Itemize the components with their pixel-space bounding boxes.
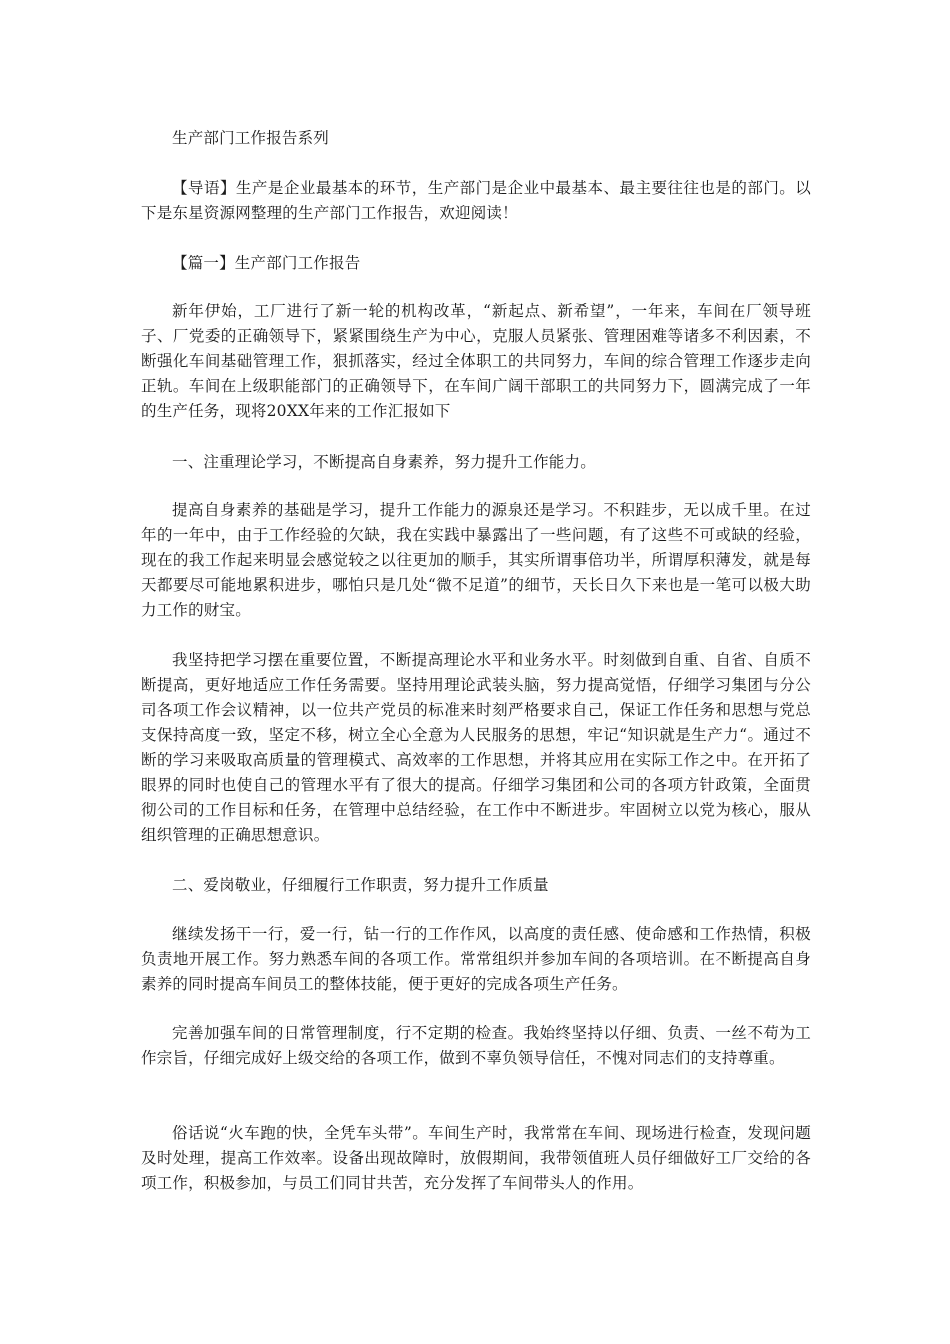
- body-paragraph: 继续发扬干一行，爱一行，钻一行的工作作风，以高度的责任感、使命感和工作热情，积极负责地开展工作。努力熟悉车间的各项工作。常常组织并参加车间的各项培训。在不断提高自身素养的同时提高车间员工的整体技能，便于更好的完成各项生产任务。: [141, 925, 811, 993]
- body-paragraph: 我坚持把学习摆在重要位置，不断提高理论水平和业务水平。时刻做到自重、自省、自质不断提高，更好地适应工作任务需要。坚持用理论武装头脑，努力提高觉悟，仔细学习集团与分公司各项工作会议精神，以一位共产党员的标准来时刻严格要求自己，保证工作任务和思想与党总支保持高度一致，坚定不移，树立全心全意为人民服务的思想，牢记“知识就是生产力“。通过不断的学习来吸取高质量的管理模式、高效率的工作思想，并将其应用在实际工作之中。在开拓了眼界的同时也使自己的管理水平有了很大的提高。仔细学习集团和公司的各项方针政策，全面贯彻公司的工作目标和任务，在管理中总结经验，在工作中不断进步。牢固树立以党为核心，服从组织管理的正确思想意识。: [141, 651, 811, 844]
- body-paragraph: 提高自身素养的基础是学习，提升工作能力的源泉还是学习。不积跬步，无以成千里。在过年的一年中，由于工作经验的欠缺，我在实践中暴露出了一些问题，有了这些不可或缺的经验，现在的我工作起来明显会感觉较之以往更加的顺手，其实所谓事倍功半，所谓厚积薄发，就是每天都要尽可能地累积进步，哪怕只是几处“微不足道”的细节，天长日久下来也是一笔可以极大助力工作的财宝。: [141, 501, 811, 619]
- body-paragraph: 新年伊始，工厂进行了新一轮的机构改革，“新起点、新希望”，一年来，车间在厂领导班子、厂党委的正确领导下，紧紧围绕生产为中心，克服人员紧张、管理困难等诸多不利因素，不断强化车间基础管理工作，狠抓落实，经过全体职工的共同努力，车间的综合管理工作逐步走向正轨。车间在上级职能部门的正确领导下，在车间广阔干部职工的共同努力下，圆满完成了一年的生产任务，现将20XX年来的工作汇报如下: [141, 302, 811, 420]
- body-paragraph: 俗话说“火车跑的快，全凭车头带”。车间生产时，我常常在车间、现场进行检查，发现问题及时处理，提高工作效率。设备出现故障时，放假期间，我带领值班人员仔细做好工厂交给的各项工作，积极参加，与员工们同甘共苦，充分发挥了车间带头人的作用。: [141, 1124, 811, 1192]
- section-heading-one: 一、注重理论学习，不断提高自身素养，努力提升工作能力。: [172, 453, 596, 471]
- document-title: 生产部门工作报告系列: [172, 129, 330, 147]
- body-paragraph: 完善加强车间的日常管理制度，行不定期的检查。我始终坚持以仔细、负责、一丝不苟为工作宗旨，仔细完成好上级交给的各项工作，做到不辜负领导信任，不愧对同志们的支持尊重。: [141, 1024, 811, 1067]
- section-heading-two: 二、爱岗敬业，仔细履行工作职责，努力提升工作质量: [172, 876, 549, 894]
- intro-paragraph: 【导语】生产是企业最基本的环节，生产部门是企业中最基本、最主要往往也是的部门。以下是东星资源网整理的生产部门工作报告，欢迎阅读！: [141, 179, 811, 222]
- section-heading-part-one: 【篇一】生产部门工作报告: [172, 254, 361, 272]
